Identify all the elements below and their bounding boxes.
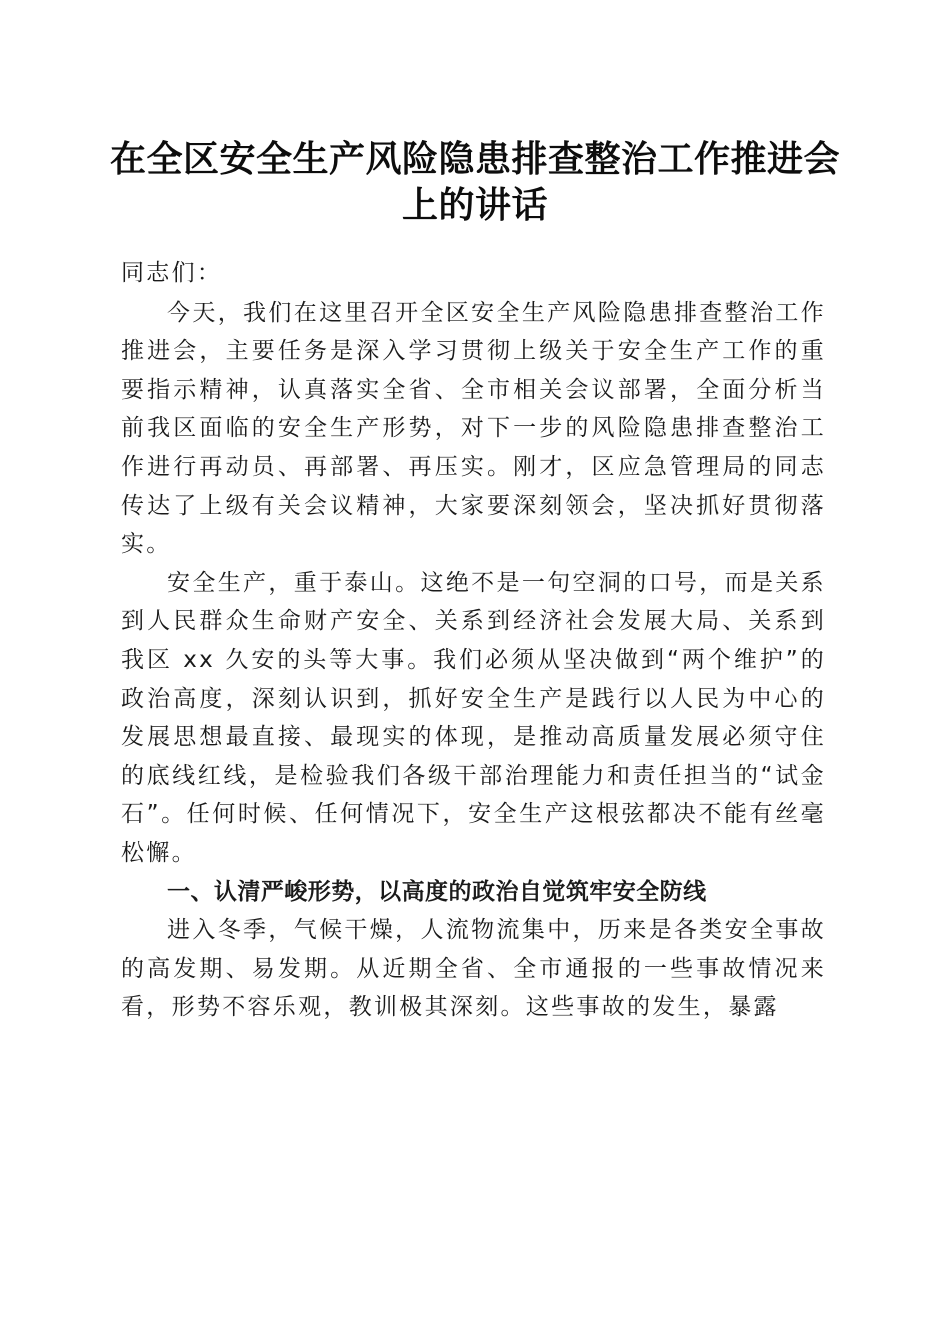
document-body [121, 254, 826, 1027]
greeting: 同志们： [121, 260, 223, 286]
paragraph-opening: 今天，我们在这里召开全区安全生产风险隐患排查整治工作推进会，主要任务是深入学习贯彻上级关于安全生产工作的重要指示精神，认真落实全省、全市相关会议部署，全面分析当前我区面临的安全生产形势，对下一步的风险隐患排查整治工作进行再动员、再部署、再压实。刚才，区应急管理局的同志传达了上级有关会议精神，大家要深刻领会，坚决抓好贯彻落实。 [121, 299, 826, 558]
document-title: 在全区安全生产风险隐患排查整治工作推进会上的讲话 [109, 138, 840, 226]
section-heading-1: 一、认清严峻形势，以高度的政治自觉筑牢安全防线 [167, 878, 707, 905]
paragraph-section-1: 进入冬季，气候干燥，人流物流集中，历来是各类安全事故的高发期、易发期。从近期全省、全市通报的一些事故情况来看，形势不容乐观，教训极其深刻。这些事故的发生，暴露 [121, 917, 826, 1021]
paragraph-safety-importance: 安全生产，重于泰山。这绝不是一句空洞的口号，而是关系到人民群众生命财产安全、关系到经济社会发展大局、关系到我区 xx 久安的头等大事。我们必须从坚决做到“两个维护”的政治高度，深刻认识到，抓好安全生产是践行以人民为中心的发展思想最直接、最现实的体现，是推动高质量发展必须守住的底线红线，是检验我们各级干部治理能力和责任担当的“试金石”。任何时候、任何情况下，安全生产这根弦都决不能有丝毫松懈。 [121, 569, 826, 866]
